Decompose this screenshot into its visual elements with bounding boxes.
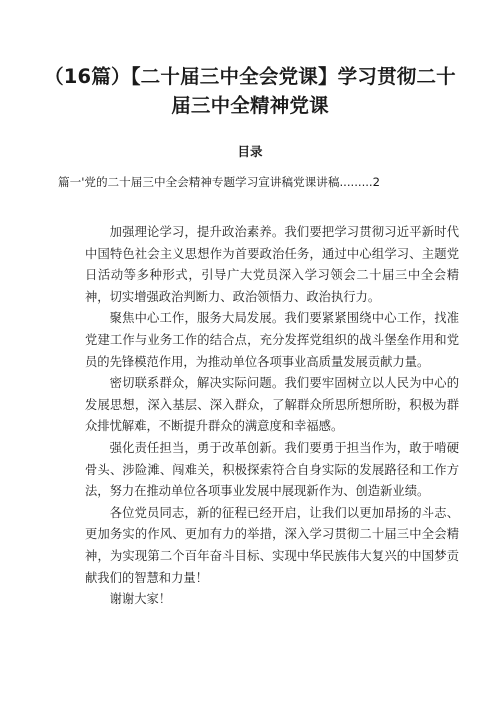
toc-entry-leader: ......... [339,175,373,189]
paragraph: 谢谢大家！ [109,592,172,607]
body-text [85,222,459,611]
paragraph: 聚焦中心工作，服务大局发展。我们要紧紧围绕中心工作，找准党建工作与业务工作的结合点，充分发挥党组织的战斗堡垒作用和党员的先锋模范作用，为推动单位各项事业高质量发展贡献力量。 [85,311,459,369]
toc-heading: 目录 [237,144,263,159]
paragraph: 各位党员同志，新的征程已经开启，让我们以更加昂扬的斗志、更加务实的作风、更加有力的举措，深入学习贯彻二十届三中全会精神，为实现第二个百年奋斗目标、实现中华民族伟大复兴的中国梦贡献我们的智慧和力量！ [85,505,459,585]
toc-entry[interactable] [58,173,458,191]
toc-entry-page-number: 2 [372,175,381,189]
toc-entry-text: 篇一'党的二十届三中全会精神专题学习宣讲稿党课讲稿 [58,175,340,189]
paragraph: 密切联系群众，解决实际问题。我们要牢固树立以人民为中心的发展思想，深入基层、深入群众，了解群众所思所想所盼，积极为群众排忧解难，不断提升群众的满意度和幸福感。 [85,376,459,434]
paragraph: 强化责任担当，勇于改革创新。我们要勇于担当作为，敢于啃硬骨头、涉险滩、闯难关，积极探索符合自身实际的发展路径和工作方法，努力在推动单位各项事业发展中展现新作为、创造新业绩。 [85,440,459,499]
paragraph: 加强理论学习，提升政治素养。我们要把学习贯彻习近平新时代中国特色社会主义思想作为首要政治任务，通过中心组学习、主题党日活动等多种形式，引导广大党员深入学习领会二十届三中全会精神，切实增强政治判断力、政治领悟力、政治执行力。 [85,225,459,304]
document-title: （16篇）【二十届三中全会党课】学习贯彻二十届三中全精神党课 [44,65,456,117]
